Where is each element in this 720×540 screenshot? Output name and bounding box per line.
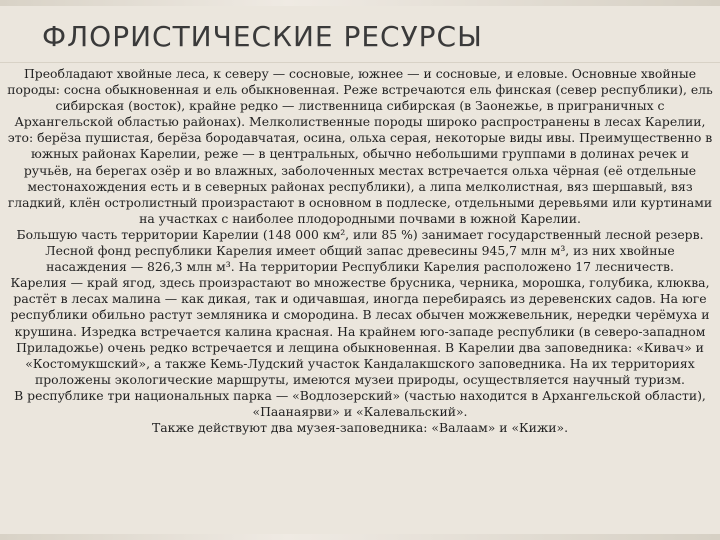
top-border — [0, 0, 720, 6]
paragraph-national-parks: В республике три национальных парка — «Водлозерский» (частью находится в Архангельской области), «Паанаярви» и «Калевальский». — [14, 387, 706, 419]
bottom-border — [0, 534, 720, 540]
slide-body — [6, 66, 714, 436]
paragraph-forests: Преобладают хвойные леса, к северу — сосновые, южнее — и сосновые, и еловые. Основные хвойные породы: сосна обыкновенная и ель обыкновенная. Реже встречаются ель финская (север республики), ель сибирская (восток), крайне редко — лиственница сибирская (в Заонежье, в приграничных с Архангельской областью районах). Мелколиственные породы широко распространены в лесах Карелии, это: берёза пушистая, берёза бородавчатая, осина, ольха серая, некоторые виды ивы. Преимущественно в южных районах Карелии, реже — в центральных, обычно небольшими группами в долинах речек и ручьёв, на берегах озёр и во влажных, заболоченных местах встречается ольха чёрная (её отдельные местонахождения есть и в северных районах республики), а липа мелколистная, вяз шершавый, вяз гладкий, клён остролистный произрастают в основном в подлеске, отдельными деревьями или куртинами на участках с наиболее плодородными почвами в южной Карелии. — [7, 66, 713, 226]
slide-title: ФЛОРИСТИЧЕСКИЕ РЕСУРСЫ — [42, 20, 483, 53]
title-divider — [0, 62, 720, 63]
paragraph-forest-fund: Большую часть территории Карелии (148 000 км², или 85 %) занимает государственный лесной резерв. Лесной фонд республики Карелия имеет общий запас древесины 945,7 млн м³, из них хвойные насаждения — 826,3 млн м³. На территории Республики Карелия расположено 17 лесничеств. — [16, 226, 704, 275]
paragraph-berries-reserves: Карелия — край ягод, здесь произрастают во множестве брусника, черника, морошка, голубика, клюква, растёт в лесах малина — как дикая, так и одичавшая, иногда перебираясь из деревенских садов. На юге республики обильно растут земляника и смородина. В лесах обычен можжевельник, нередки черёмуха и крушина. Изредка встречается калина красная. На крайнем юго-западе республики (в северо-западном Приладожье) очень редко встречается и лещина обыкновенная. В Карелии два заповедника: «Кивач» и «Костомукшский», а также Кемь-Лудский участок Кандалакшского заповедника. На их территориях проложены экологические маршруты, имеются музеи природы, осуществляется научный туризм. — [10, 275, 710, 387]
paragraph-museums: Также действуют два музея-заповедника: «Валаам» и «Кижи». — [151, 420, 569, 436]
